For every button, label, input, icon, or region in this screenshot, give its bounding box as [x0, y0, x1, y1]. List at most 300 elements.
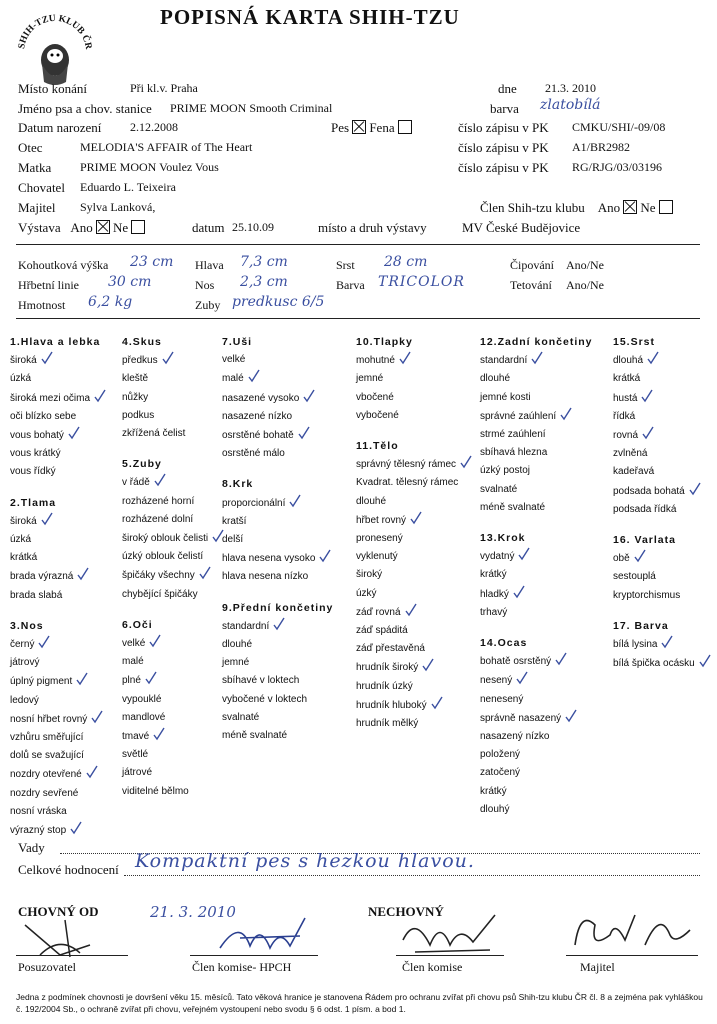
sign-line-4	[566, 955, 698, 956]
matka-value: PRIME MOON Voulez Vous	[80, 160, 219, 174]
checkmark-icon	[303, 389, 313, 403]
trait-item[interactable]	[480, 426, 593, 444]
trait-label: podsada bohatá	[613, 485, 685, 497]
hrbetni-label: Hřbetní linie	[18, 278, 79, 292]
cipovani-value: Ano/Ne	[566, 258, 604, 272]
majitel-label: Majitel	[18, 200, 56, 215]
zapis-label-1: číslo zápisu v PK	[458, 120, 549, 135]
checkmark-icon	[298, 426, 308, 440]
trait-label: úzký oblouk čelistí	[122, 551, 204, 563]
trait-label: široká	[10, 355, 37, 367]
trait-label: krátký	[480, 569, 507, 581]
trait-label: sestouplá	[613, 571, 656, 583]
checkmark-icon	[642, 426, 652, 440]
trait-item[interactable]	[222, 672, 333, 690]
trait-item[interactable]	[613, 389, 709, 408]
trait-item[interactable]	[222, 709, 333, 727]
trait-item[interactable]	[10, 587, 104, 605]
trait-item[interactable]	[122, 783, 222, 801]
trait-item[interactable]	[356, 566, 470, 584]
trait-label: játrový	[10, 657, 40, 669]
trait-label: hrudník široký	[356, 662, 419, 674]
trait-item[interactable]	[122, 351, 222, 370]
trait-item[interactable]	[122, 709, 222, 727]
checkmark-icon	[661, 635, 671, 649]
trait-item[interactable]	[480, 481, 593, 499]
checkmark-icon	[86, 765, 96, 779]
trait-label: standardní	[222, 620, 270, 632]
trait-item[interactable]	[222, 531, 333, 549]
trait-item[interactable]	[222, 568, 333, 586]
dne-label: dne	[498, 81, 517, 96]
trait-item[interactable]	[222, 408, 333, 426]
trait-label: dlouhé	[480, 373, 511, 385]
footer-note: Jedna z podmínek chovnosti je dovršení věku 15. měsíců. Tato věková hranice je stanovena Řádem pro ochranu zvířat při chovu psů Shih-tzu klubu ČR čl. 8 a zejména pak vyhláškou č. 192/2004 Sb., o ochraně zvířat při chovu, veřejném vystoupení nebo svodu § 6 odst. 1 písm. a bod 1.	[16, 992, 703, 1014]
trait-label: oči blízko sebe	[10, 410, 77, 422]
narozeni-label: Datum narození	[18, 120, 102, 135]
trait-label: bílá lysina	[613, 639, 658, 651]
trait-item[interactable]	[480, 801, 593, 819]
trait-item[interactable]	[10, 747, 104, 765]
celkove-label: Celkové hodnocení	[18, 862, 119, 877]
trait-item[interactable]	[356, 696, 470, 715]
trait-item[interactable]	[10, 692, 104, 710]
trait-label: hustá	[613, 392, 638, 404]
trait-label: ledový	[10, 694, 39, 706]
checkmark-icon	[212, 529, 222, 543]
trait-label: kadeřavá	[613, 466, 655, 478]
trait-item[interactable]	[222, 727, 333, 745]
trait-label: vzhůru směřující	[10, 732, 84, 744]
checkmark-icon	[162, 351, 172, 365]
trait-label: široká	[10, 515, 37, 527]
trait-label: Kvadrat. tělesný rámec	[356, 477, 459, 489]
vystava-ano-checkbox[interactable]	[96, 220, 110, 234]
trait-label: nosní vráska	[10, 805, 67, 817]
trait-label: hrudník úzký	[356, 680, 413, 692]
checkmark-icon	[531, 351, 541, 365]
trait-item[interactable]	[480, 389, 593, 407]
sign-line-1	[16, 955, 128, 956]
chovatel-label: Chovatel	[18, 180, 65, 195]
column-4	[356, 333, 470, 733]
trait-item[interactable]	[10, 426, 104, 445]
datum-value: 25.10.09	[232, 220, 274, 234]
trait-item[interactable]	[222, 549, 333, 568]
trait-item[interactable]	[613, 482, 709, 501]
nos-label: Nos	[195, 278, 215, 292]
trait-item[interactable]	[10, 531, 104, 549]
trait-item[interactable]	[480, 604, 593, 622]
celkove-value: Kompaktní pes s hezkou hlavou.	[135, 850, 475, 872]
hlava-value: 7,3 cm	[240, 254, 288, 270]
trait-label: strmé zaúhlení	[480, 429, 546, 441]
trait-label: světlé	[122, 749, 149, 761]
trait-item[interactable]	[356, 493, 470, 511]
trait-label: proporcionální	[222, 497, 286, 509]
section-heading: 8.Krk	[222, 478, 254, 491]
clen-ano-checkbox[interactable]	[623, 200, 637, 214]
misto-value: Při kl.v. Praha	[130, 81, 198, 95]
trait-item[interactable]	[356, 715, 470, 733]
section-heading: 16. Varlata	[613, 534, 676, 547]
clen-komise-label: Člen komise	[402, 960, 463, 974]
trait-item[interactable]	[613, 463, 709, 481]
trait-label: kryptorchismus	[613, 589, 681, 601]
trait-item[interactable]	[480, 370, 593, 388]
trait-item[interactable]	[356, 474, 470, 492]
trait-item[interactable]	[480, 764, 593, 782]
trait-item[interactable]	[480, 351, 593, 370]
trait-item[interactable]	[222, 351, 333, 369]
trait-item[interactable]	[10, 463, 104, 481]
trait-item[interactable]	[356, 455, 470, 474]
trait-item[interactable]	[222, 636, 333, 654]
hrbetni-value: 30 cm	[108, 274, 152, 290]
trait-item[interactable]	[10, 729, 104, 747]
divider-mid	[16, 318, 700, 319]
trait-item[interactable]	[122, 691, 222, 709]
checkmark-icon	[94, 389, 104, 403]
trait-label: kleště	[122, 373, 149, 385]
checkmark-icon	[518, 547, 528, 561]
trait-label: bohatě osrstěný	[480, 656, 552, 668]
trait-item[interactable]	[222, 691, 333, 709]
signature-posuzovatel	[20, 915, 100, 965]
trait-label: malé	[122, 656, 144, 668]
checkmark-icon	[560, 407, 570, 421]
trait-item[interactable]	[613, 408, 709, 426]
trait-label: hlava nesena nízko	[222, 571, 309, 583]
trait-label: špičáky všechny	[122, 570, 195, 582]
trait-item[interactable]	[480, 671, 593, 690]
vady-label: Vady	[18, 840, 45, 855]
trait-label: vypouklé	[122, 693, 162, 705]
trait-label: játrové	[122, 767, 153, 779]
checkmark-icon	[273, 617, 283, 631]
tetovani-label: Tetování	[510, 278, 552, 292]
trait-label: vybočené v loktech	[222, 693, 308, 705]
clen-ne-label: Ne	[640, 200, 656, 215]
section-heading: 6.Oči	[122, 618, 153, 631]
cipovani-label: Čipování	[510, 258, 554, 272]
section-heading: 12.Zadní končetiny	[480, 336, 593, 348]
trait-item[interactable]	[480, 444, 593, 462]
trait-item[interactable]	[480, 566, 593, 584]
trait-label: velké	[122, 638, 146, 650]
trait-label: dlouhé	[356, 495, 387, 507]
zapis-label-2: číslo zápisu v PK	[458, 140, 549, 155]
trait-item[interactable]	[10, 635, 104, 654]
trait-label: správně nasazený	[480, 712, 562, 724]
jmeno-label: Jméno psa a chov. stanice	[18, 101, 152, 116]
trait-label: jemné	[356, 373, 384, 385]
checkmark-icon	[689, 482, 699, 496]
hlava-label: Hlava	[195, 258, 224, 272]
trait-item[interactable]	[122, 727, 222, 746]
trait-item[interactable]	[122, 407, 222, 425]
trait-item[interactable]	[356, 389, 470, 407]
trait-label: osrstěné bohatě	[222, 430, 294, 442]
trait-item[interactable]	[480, 585, 593, 604]
trait-item[interactable]	[480, 728, 593, 746]
trait-item[interactable]	[122, 764, 222, 782]
trait-item[interactable]	[613, 370, 709, 388]
trait-label: nasazené vysoko	[222, 392, 300, 404]
trait-item[interactable]	[480, 783, 593, 801]
barva-label: barva	[490, 101, 519, 116]
trait-item[interactable]	[480, 407, 593, 426]
trait-item[interactable]	[222, 426, 333, 445]
trait-item[interactable]	[480, 709, 593, 728]
trait-item[interactable]	[613, 426, 709, 445]
trait-item[interactable]	[613, 568, 709, 586]
trait-label: hrudník hluboký	[356, 699, 427, 711]
trait-item[interactable]	[222, 513, 333, 531]
kohoutkova-value: 23 cm	[130, 254, 174, 270]
trait-item[interactable]	[10, 821, 104, 840]
trait-item[interactable]	[613, 351, 709, 370]
pes-label: Pes	[331, 120, 350, 135]
trait-item[interactable]	[122, 425, 222, 443]
checkmark-icon	[41, 512, 51, 526]
trait-label: úplný pigment	[10, 676, 73, 688]
trait-label: vybočené	[356, 409, 399, 421]
trait-label: svalnaté	[480, 483, 518, 495]
trait-item[interactable]	[10, 549, 104, 567]
majitel-sign-label: Majitel	[580, 960, 615, 974]
trait-item[interactable]	[122, 634, 222, 653]
trait-item[interactable]	[356, 370, 470, 388]
trait-item[interactable]	[10, 765, 104, 784]
trait-item[interactable]	[10, 370, 104, 388]
trait-label: rozházené horní	[122, 495, 195, 507]
checkmark-icon	[38, 635, 48, 649]
sign-date: 21. 3. 2010	[150, 903, 236, 921]
trait-label: mandlové	[122, 711, 166, 723]
trait-label: podkus	[122, 409, 155, 421]
nos-value: 2,3 cm	[240, 274, 288, 290]
trait-label: vyklenutý	[356, 551, 398, 563]
section-heading: 4.Skus	[122, 336, 162, 348]
trait-item[interactable]	[122, 529, 222, 548]
vystava-ne-checkbox[interactable]	[131, 220, 145, 234]
checkmark-icon	[405, 603, 415, 617]
trait-label: krátká	[10, 552, 38, 564]
trait-item[interactable]	[480, 652, 593, 671]
trait-item[interactable]	[122, 548, 222, 566]
column-1	[10, 333, 104, 840]
section-heading: 9.Přední končetiny	[222, 601, 334, 614]
trait-item[interactable]	[222, 369, 333, 388]
trait-item[interactable]	[10, 445, 104, 463]
trait-label: dolů se svažující	[10, 750, 84, 762]
club-logo	[14, 8, 96, 90]
trait-item[interactable]	[10, 654, 104, 672]
trait-item[interactable]	[122, 473, 222, 492]
clen-hpch-label: Člen komise- HPCH	[192, 960, 292, 974]
logo-text: SHIH-TZU KLUB ČR	[17, 13, 93, 51]
clen-ne-checkbox[interactable]	[659, 200, 673, 214]
trait-item[interactable]	[356, 407, 470, 425]
checkmark-icon	[319, 549, 329, 563]
trait-item[interactable]	[480, 746, 593, 764]
trait-item[interactable]	[613, 549, 709, 568]
trait-item[interactable]	[222, 445, 333, 463]
trait-label: záď spáditá	[356, 625, 408, 637]
trait-label: dlouhé	[222, 639, 253, 651]
hmotnost-label: Hmotnost	[18, 298, 66, 312]
trait-label: úzký	[356, 587, 377, 599]
section-heading: 11.Tělo	[356, 440, 399, 453]
checkmark-icon	[565, 709, 575, 723]
trait-item[interactable]	[480, 462, 593, 480]
trait-item[interactable]	[222, 494, 333, 513]
trait-label: nasazené nízko	[222, 410, 293, 422]
trait-item[interactable]	[356, 658, 470, 677]
trait-label: nozdry sevřené	[10, 787, 79, 799]
trait-item[interactable]	[356, 511, 470, 530]
section-heading: 5.Zuby	[122, 458, 162, 471]
trait-label: nosní hřbet rovný	[10, 713, 88, 725]
matka-label: Matka	[18, 160, 52, 175]
trait-label: bílá špička ocásku	[613, 658, 695, 670]
trait-item[interactable]	[613, 654, 709, 673]
trait-item[interactable]	[613, 445, 709, 463]
trait-label: úzký postoj	[480, 465, 531, 477]
trait-item[interactable]	[356, 640, 470, 658]
trait-item[interactable]	[122, 566, 222, 585]
pes-checkbox[interactable]	[331, 120, 412, 136]
trait-label: správný tělesný rámec	[356, 459, 457, 471]
clen-label: Člen Shih-tzu klubu	[480, 200, 585, 215]
checkmark-icon	[431, 696, 441, 710]
trait-label: široký	[356, 569, 383, 581]
trait-item[interactable]	[122, 653, 222, 671]
trait-label: černý	[10, 639, 35, 651]
checkmark-icon	[145, 671, 155, 685]
trait-label: úzká	[10, 373, 32, 385]
trait-item[interactable]	[10, 672, 104, 691]
signature-komise	[395, 910, 505, 965]
trait-item[interactable]	[10, 512, 104, 531]
narozeni-value: 2.12.2008	[130, 120, 178, 134]
trait-item[interactable]	[480, 547, 593, 566]
trait-item[interactable]	[356, 530, 470, 548]
sign-line-2	[190, 955, 318, 956]
datum-label: datum	[192, 220, 225, 235]
section-heading: 14.Ocas	[480, 637, 528, 650]
trait-item[interactable]	[356, 678, 470, 696]
trait-item[interactable]	[10, 567, 104, 586]
trait-label: krátká	[613, 373, 641, 385]
trait-item[interactable]	[122, 511, 222, 529]
trait-label: svalnaté	[222, 711, 260, 723]
checkmark-icon	[516, 671, 526, 685]
section-heading: 15.Srst	[613, 336, 656, 348]
vystava-label: Výstava	[18, 220, 61, 235]
trait-label: hrudník mělký	[356, 718, 419, 730]
trait-item[interactable]	[10, 803, 104, 821]
trait-item[interactable]	[10, 351, 104, 370]
trait-label: jemné kosti	[480, 391, 531, 403]
section-heading: 3.Nos	[10, 619, 44, 632]
trait-item[interactable]	[480, 499, 593, 517]
page-title: POPISNÁ KARTA SHIH-TZU	[160, 5, 460, 29]
trait-item[interactable]	[613, 501, 709, 519]
trait-item[interactable]	[10, 389, 104, 408]
barva-measure-label: Barva	[336, 278, 365, 292]
hmotnost-value: 6,2 kg	[88, 294, 133, 310]
trait-item[interactable]	[356, 585, 470, 603]
trait-item[interactable]	[122, 493, 222, 511]
checkmark-icon	[647, 351, 657, 365]
trait-label: v řádě	[122, 477, 150, 489]
trait-label: nozdry otevřené	[10, 769, 82, 781]
trait-item[interactable]	[10, 785, 104, 803]
trait-item[interactable]	[356, 622, 470, 640]
otec-label: Otec	[18, 140, 43, 155]
zapis-value-2: A1/BR2982	[572, 140, 631, 154]
trait-item[interactable]	[122, 671, 222, 690]
zapis-value-1: CMKU/SHI/-09/08	[572, 120, 666, 134]
vystava-ano-label: Ano	[70, 220, 93, 235]
srst-label: Srst	[336, 258, 355, 272]
trait-label: pronesený	[356, 533, 403, 545]
fena-checkbox[interactable]	[398, 120, 412, 134]
trait-label: položený	[480, 749, 521, 761]
checkmark-icon	[248, 369, 258, 383]
trait-item[interactable]	[122, 389, 222, 407]
trait-item[interactable]	[222, 389, 333, 408]
checkmark-icon	[399, 351, 409, 365]
trait-label: chybějící špičáky	[122, 588, 198, 600]
trait-item[interactable]	[10, 408, 104, 426]
trait-item[interactable]	[222, 617, 333, 636]
checkmark-icon	[149, 634, 159, 648]
column-6	[613, 333, 709, 673]
checkmark-icon	[641, 389, 651, 403]
trait-item[interactable]	[122, 370, 222, 388]
checkmark-icon	[289, 494, 299, 508]
posuzovatel-label: Posuzovatel	[18, 960, 76, 974]
trait-item[interactable]	[613, 635, 709, 654]
checkmark-icon	[460, 455, 470, 469]
trait-item[interactable]	[122, 746, 222, 764]
trait-item[interactable]	[356, 351, 470, 370]
trait-label: brada slabá	[10, 589, 63, 601]
trait-label: vydatný	[480, 551, 515, 563]
trait-label: méně svalnaté	[222, 730, 288, 742]
trait-label: viditelné bělmo	[122, 785, 189, 797]
trait-item[interactable]	[480, 691, 593, 709]
tetovani-value: Ano/Ne	[566, 278, 604, 292]
trait-label: tmavé	[122, 731, 150, 743]
trait-label: úzká	[10, 534, 32, 546]
trait-item[interactable]	[10, 710, 104, 729]
checkmark-icon	[410, 511, 420, 525]
trait-item[interactable]	[613, 587, 709, 605]
trait-item[interactable]	[222, 654, 333, 672]
checkmark-icon	[153, 727, 163, 741]
trait-label: osrstěné málo	[222, 448, 285, 460]
trait-label: předkus	[122, 355, 158, 367]
trait-item[interactable]	[356, 548, 470, 566]
trait-label: sbíhavé v loktech	[222, 675, 300, 687]
trait-item[interactable]	[356, 603, 470, 622]
trait-item[interactable]	[122, 586, 222, 604]
trait-label: vous krátký	[10, 448, 61, 460]
